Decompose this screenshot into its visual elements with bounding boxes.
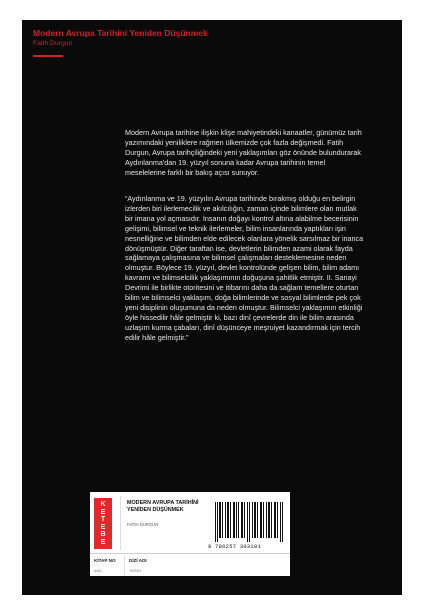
publisher-logo-letter: T [100,516,106,524]
series-name-label: DİZİ ADI [129,558,147,563]
blurb-paragraph-2: “Aydınlanma ve 19. yüzyılın Avrupa tarihinde bırakmış olduğu en belirgin izlerden biri ilerlemecilik ve akılcılığın, zaman içinde bilimlere olan mutlak bir imana yol açmasıdır. İnsanın doğayı kontrol altına alabilme becerisinin gelişimi, bilimsel ve teknik ilerlemeler, bilim insanlarında yaptıkları işin nesnelliğine ve bilimden elde edilecek olanlara yönelik sarsılmaz bir inanca dönüşmüştür. Diğer taraftan ise, devletlerin bilimden azami olarak fayda sağlamaya çalışmasına ve bilimsel çalışmaları desteklemesine neden olmuştur. Böylece 19. yüzyıl, devlet kontrolünde gelişen bilim, bilim adamı kavramı ve bilimselcilik yaklaşımının doğuşuna şahitlik etmiştir. II. Sanayi Devrimi ile birlikte otoritesini ve itibarını daha da sağlam temellere oturtan bilim ve bilimselci yaklaşım, doğa bilimlerinde ve sosyal bilimlerde pek çok yeni disiplinin oluşumuna da neden olmuştur. Bilimselci yaklaşımın etkinliği öyle hissedilir hâle gelmiştir ki, bazı dinî çevrelerde din ile bilim arasında uzlaşım kurma çabaları, dinî düşünceye meşruiyet kazandırmak için tercih edilir hâle gelmiştir.” [125,194,364,342]
cover-author: Fatih Durgun [33,40,73,47]
series-name-value: TARİH [129,568,141,573]
book-number-value: 406 [94,568,101,573]
book-number-label: KİTAP NO [94,558,116,563]
cover-title: Modern Avrupa Tarihini Yeniden Düşünmek [33,28,208,38]
barcode [214,502,284,542]
cover-divider [33,55,63,57]
publisher-logo-letter: E [100,538,106,546]
label-divider [120,496,121,550]
publisher-logo-letter: B [100,531,106,539]
label-book-title: MODERN AVRUPA TARİHİNİ YENİDEN DÜŞÜNMEK [127,500,199,513]
catalog-label [90,492,290,576]
publisher-logo-letter: K [100,501,106,509]
cell-divider [124,556,125,575]
label-header [90,492,290,553]
publisher-logo-letter: E [100,523,106,531]
label-book-author: FATİH DURGUN [127,522,159,527]
blurb-paragraph-1: Modern Avrupa tarihine ilişkin klişe mahiyetindeki kanaatler, günümüz tarih yazımındaki yeniliklere rağmen ülkemizde çok fazla değişmedi. Fatih Durgun, Avrupa tarihçiliğindeki yeni yaklaşımları göz önünde bulundurarak Aydınlanma'dan 19. yüzyıl sonuna kadar Avrupa tarihinin temel meselelerine farklı bir bakış açısı sunuyor. [125,128,362,177]
label-info-row [90,553,290,577]
isbn-number: 9 786257 303101 [208,544,262,550]
publisher-logo-letter: E [100,508,106,516]
publisher-logo [94,498,112,549]
